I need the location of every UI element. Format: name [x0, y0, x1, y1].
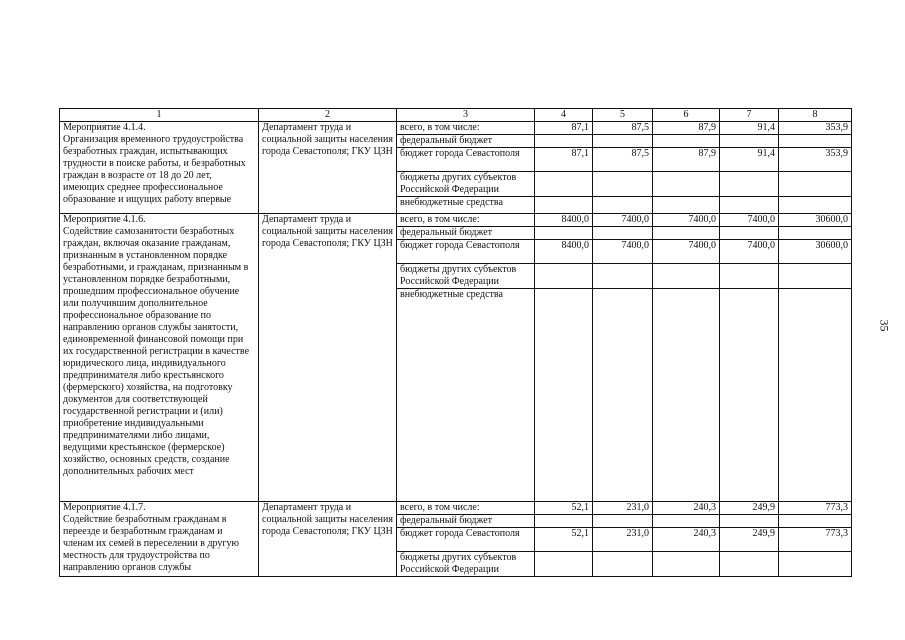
amount-cell [653, 264, 720, 289]
amount-cell: 8400,0 [535, 240, 593, 264]
amount-cell: 353,9 [779, 148, 852, 172]
table-row [60, 122, 852, 135]
amount-cell: 87,5 [593, 122, 653, 135]
funding-source-cell: федеральный бюджет [397, 515, 535, 528]
amount-cell: 7400,0 [593, 240, 653, 264]
amount-cell [653, 552, 720, 577]
amount-cell: 249,9 [720, 528, 779, 552]
amount-cell: 87,9 [653, 148, 720, 172]
table-row [60, 502, 852, 515]
amount-cell: 353,9 [779, 122, 852, 135]
amount-cell: 87,5 [593, 148, 653, 172]
amount-cell [720, 197, 779, 214]
amount-cell [779, 197, 852, 214]
amount-cell [593, 264, 653, 289]
funding-source-cell: бюджеты других субъектов Российской Федерации [397, 264, 535, 289]
funding-source-cell: бюджеты других субъектов Российской Федерации [397, 172, 535, 197]
column-header: 5 [593, 109, 653, 122]
table-row [60, 214, 852, 227]
executor-cell: Департамент труда и социальной защиты населения города Севастополя; ГКУ ЦЗН [259, 122, 397, 214]
amount-cell [535, 289, 593, 502]
amount-cell [593, 227, 653, 240]
amount-cell: 8400,0 [535, 214, 593, 227]
amount-cell: 231,0 [593, 528, 653, 552]
amount-cell [720, 264, 779, 289]
funding-source-cell: всего, в том числе: [397, 214, 535, 227]
amount-cell [720, 227, 779, 240]
amount-cell [653, 515, 720, 528]
funding-source-cell: бюджет города Севастополя [397, 528, 535, 552]
amount-cell [535, 197, 593, 214]
amount-cell [535, 515, 593, 528]
funding-source-cell: внебюджетные средства [397, 197, 535, 214]
column-header: 1 [60, 109, 259, 122]
amount-cell [653, 197, 720, 214]
amount-cell: 7400,0 [653, 214, 720, 227]
amount-cell: 30600,0 [779, 240, 852, 264]
amount-cell: 91,4 [720, 122, 779, 135]
amount-cell [535, 172, 593, 197]
amount-cell: 240,3 [653, 528, 720, 552]
amount-cell [779, 289, 852, 502]
column-header: 8 [779, 109, 852, 122]
page-number: 35 [877, 319, 892, 332]
amount-cell: 773,3 [779, 502, 852, 515]
amount-cell [779, 172, 852, 197]
amount-cell [535, 135, 593, 148]
column-header: 4 [535, 109, 593, 122]
amount-cell [779, 264, 852, 289]
amount-cell [720, 135, 779, 148]
amount-cell: 87,1 [535, 148, 593, 172]
funding-table [59, 108, 852, 577]
funding-source-cell: всего, в том числе: [397, 122, 535, 135]
amount-cell [593, 552, 653, 577]
funding-source-cell: внебюджетные средства [397, 289, 535, 502]
funding-source-cell: всего, в том числе: [397, 502, 535, 515]
amount-cell [720, 172, 779, 197]
funding-source-cell: федеральный бюджет [397, 135, 535, 148]
amount-cell [720, 552, 779, 577]
amount-cell [653, 227, 720, 240]
amount-cell: 249,9 [720, 502, 779, 515]
amount-cell [593, 515, 653, 528]
amount-cell [779, 135, 852, 148]
amount-cell: 240,3 [653, 502, 720, 515]
measure-cell: Мероприятие 4.1.7. Содействие безработным гражданам в переезде и безработным гражданам и членам их семей в переселении в другую местность для трудоустройства по направлению органов службы [60, 502, 259, 577]
column-header: 2 [259, 109, 397, 122]
amount-cell: 7400,0 [720, 240, 779, 264]
amount-cell: 87,1 [535, 122, 593, 135]
amount-cell [720, 289, 779, 502]
header-row [60, 109, 852, 122]
amount-cell [779, 552, 852, 577]
executor-cell: Департамент труда и социальной защиты населения города Севастополя; ГКУ ЦЗН [259, 214, 397, 502]
column-header: 3 [397, 109, 535, 122]
amount-cell [720, 515, 779, 528]
funding-source-cell: бюджет города Севастополя [397, 240, 535, 264]
amount-cell [653, 172, 720, 197]
funding-source-cell: федеральный бюджет [397, 227, 535, 240]
amount-cell: 91,4 [720, 148, 779, 172]
amount-cell: 87,9 [653, 122, 720, 135]
amount-cell [653, 135, 720, 148]
amount-cell [779, 227, 852, 240]
amount-cell: 30600,0 [779, 214, 852, 227]
funding-source-cell: бюджет города Севастополя [397, 148, 535, 172]
amount-cell: 7400,0 [593, 214, 653, 227]
amount-cell [593, 172, 653, 197]
amount-cell: 52,1 [535, 528, 593, 552]
amount-cell: 52,1 [535, 502, 593, 515]
amount-cell: 231,0 [593, 502, 653, 515]
amount-cell [593, 135, 653, 148]
amount-cell: 7400,0 [720, 214, 779, 227]
amount-cell [535, 552, 593, 577]
amount-cell: 7400,0 [653, 240, 720, 264]
column-header: 6 [653, 109, 720, 122]
amount-cell: 773,3 [779, 528, 852, 552]
column-header: 7 [720, 109, 779, 122]
amount-cell [593, 289, 653, 502]
amount-cell [535, 227, 593, 240]
amount-cell [535, 264, 593, 289]
amount-cell [593, 197, 653, 214]
amount-cell [779, 515, 852, 528]
measure-cell: Мероприятие 4.1.6. Содействие самозанятости безработных граждан, включая оказание гражданам, признанным в установленном порядке безработными, и гражданам, признанным в установленном порядке безработными, прошедшим профессиональное обучение или получившим дополнительное профессиональное образование по направлению органов службы занятости, единовременной финансовой помощи при их государственной регистрации в качестве юридического лица, индивидуального предпринимателя либо крестьянского (фермерского) хозяйства, на подготовку документов для соответствующей государственной регистрации и (или) приобретение индивидуальными предпринимателями либо лицами, ведущими крестьянское (фермерское) хозяйство, основных средств, создание дополнительных рабочих мест [60, 214, 259, 502]
executor-cell: Департамент труда и социальной защиты населения города Севастополя; ГКУ ЦЗН [259, 502, 397, 577]
measure-cell: Мероприятие 4.1.4. Организация временного трудоустройства безработных граждан, испытывающих трудности в поиске работы, и безработных граждан в возрасте от 18 до 20 лет, имеющих среднее профессиональное образование и ищущих работу впервые [60, 122, 259, 214]
amount-cell [653, 289, 720, 502]
funding-source-cell: бюджеты других субъектов Российской Федерации [397, 552, 535, 577]
